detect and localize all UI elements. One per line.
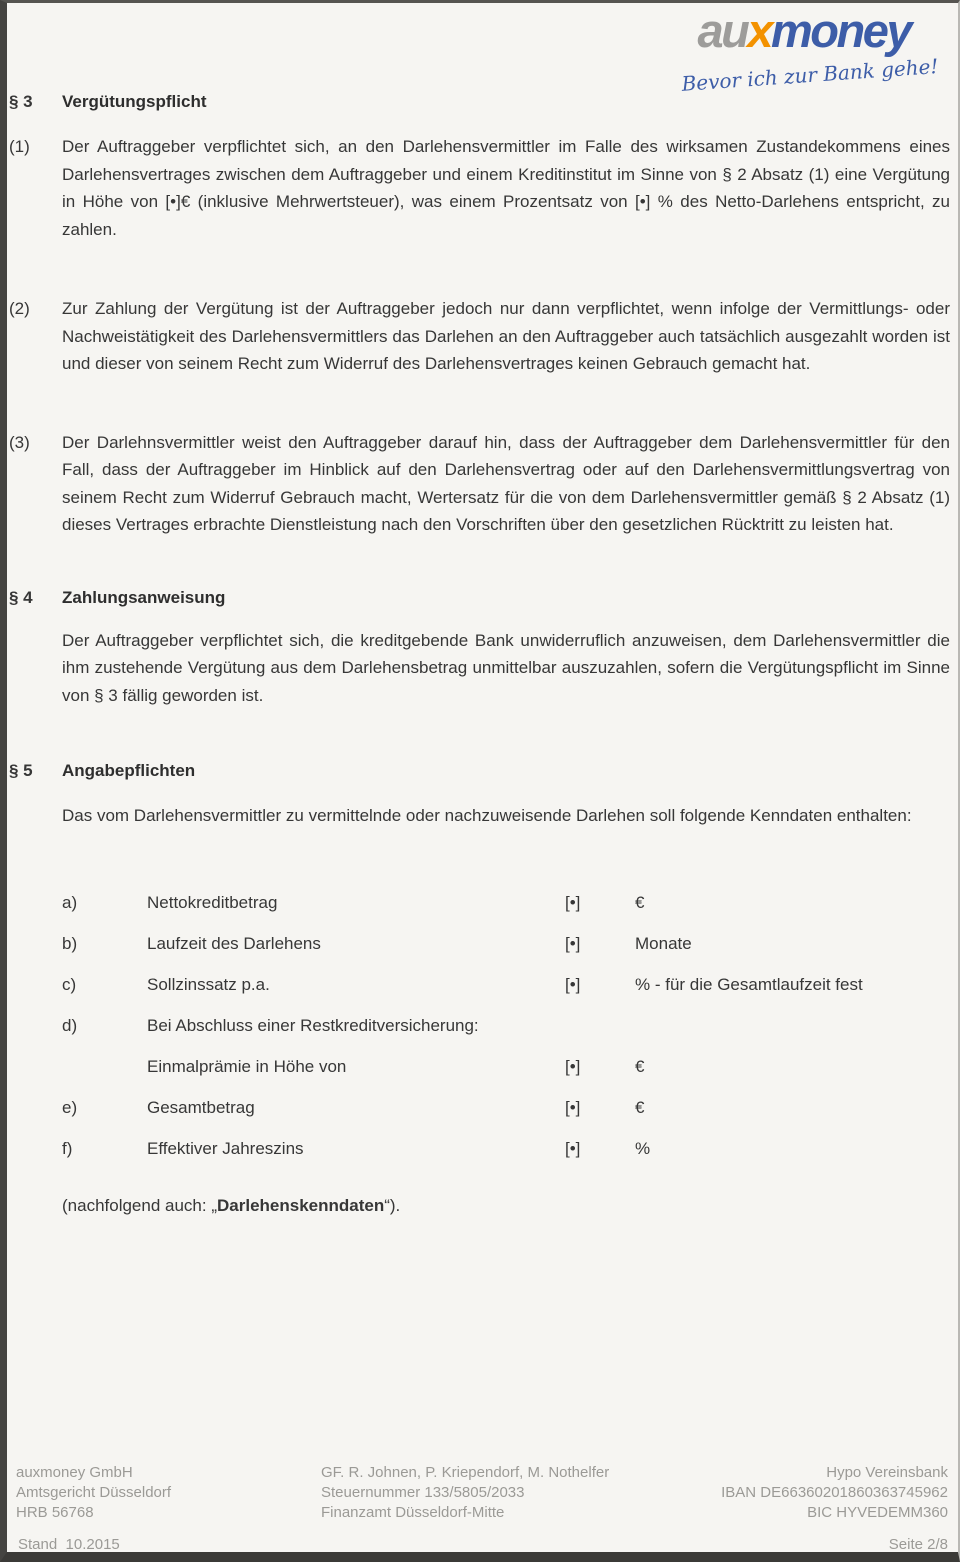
kenndaten-row-a bbox=[62, 893, 950, 920]
item-letter: a) bbox=[62, 892, 78, 912]
kenndaten-row-e bbox=[62, 1098, 950, 1125]
item-letter: d) bbox=[62, 1015, 78, 1035]
footer-court: Amtsgericht Düsseldorf bbox=[16, 1484, 172, 1501]
section-4-paragraph-text: Der Auftraggeber verpflichtet sich, die kreditgebende Bank unwiderruflich anzuweisen, dem Darlehensvermittler die ihm zustehende Vergütung aus dem Darlehensbetrag unmittelbar auszuzahlen, sofern die Vergütungspflicht im Sinne von § 3 fällig geworden ist. bbox=[62, 630, 950, 705]
footer-managers: GF. R. Johnen, P. Kriependorf, M. Nothelfer bbox=[321, 1464, 610, 1481]
kenndaten-row-b bbox=[62, 934, 950, 961]
paragraph-3-number: (3) bbox=[9, 432, 30, 452]
section-4-paragraph bbox=[9, 627, 950, 710]
item-letter: e) bbox=[62, 1097, 78, 1117]
item-letter: f) bbox=[62, 1138, 73, 1158]
kenndaten-row-c bbox=[62, 975, 950, 1002]
note-suffix: “). bbox=[384, 1195, 401, 1215]
paragraph-1-text: Der Auftraggeber verpflichtet sich, an den Darlehensvermittler im Falle des wirksamen Zustandekommens eines Darlehensvertrages zwischen dem Auftraggeber und einem Kreditinstitut im Sinne von § 2 Absatz (1) eine Vergütung in Höhe von [•]€ (inklusive Mehrwertsteuer), was einem Prozentsatz von [•] % des Netto-Darlehens entspricht, zu zahlen. bbox=[62, 137, 950, 239]
item-label: Laufzeit des Darlehens bbox=[147, 933, 321, 953]
footer-bic: BIC HYVEDEMM360 bbox=[807, 1504, 948, 1521]
logo-tagline: Bevor ich zur Bank gehe! bbox=[680, 54, 939, 96]
logo-part-x: x bbox=[747, 4, 771, 57]
note-prefix: (nachfolgend auch: „ bbox=[62, 1195, 217, 1215]
note-bold-term: Darlehenskenndaten bbox=[217, 1195, 385, 1215]
section-4-number: § 4 bbox=[9, 587, 33, 607]
item-placeholder: [•] bbox=[565, 1138, 581, 1158]
item-label: Gesamtbetrag bbox=[147, 1097, 255, 1117]
footer-company-name: auxmoney GmbH bbox=[16, 1464, 133, 1481]
paragraph-3-text: Der Darlehnsvermittler weist den Auftraggeber darauf hin, dass der Auftraggeber dem Darlehensvermittler für den Fall, dass der Auftraggeber im Hinblick auf den Darlehensvertrag oder auf den Darlehensvermittlungsvertrag von seinem Recht zum Widerruf Gebrauch macht, Wertersatz für die von dem Darlehensvermittler gemäß § 2 Absatz (1) dieses Vertrages erbrachte Dienstleistung nach den Vorschriften über den gesetzlichen Rücktritt zu leisten hat. bbox=[62, 432, 950, 534]
item-label: Einmalprämie in Höhe von bbox=[147, 1056, 347, 1076]
item-placeholder: [•] bbox=[565, 1097, 581, 1117]
section-3-paragraph-2 bbox=[9, 295, 950, 378]
section-5-intro bbox=[9, 802, 950, 830]
item-unit: % bbox=[635, 1138, 651, 1158]
item-label: Bei Abschluss einer Restkreditversicherung: bbox=[147, 1015, 479, 1035]
item-placeholder: [•] bbox=[565, 1056, 581, 1076]
paragraph-2-text: Zur Zahlung der Vergütung ist der Auftraggeber jedoch nur dann verpflichtet, wenn infolge der Vermittlungs- oder Nachweistätigkeit des Darlehensvermittlers das Darlehen an den Auftraggeber auch tatsächlich ausgezahlt worden ist und dieser von seinem Recht zum Widerruf des Darlehensvertrages keinen Gebrauch gemacht hat. bbox=[62, 299, 950, 373]
footer-management-column bbox=[321, 1463, 721, 1523]
section-5-title: Angabepflichten bbox=[62, 761, 196, 780]
page-number: Seite 2/8 bbox=[888, 1536, 948, 1553]
section-4-heading bbox=[9, 587, 950, 608]
kenndaten-row-f bbox=[62, 1139, 950, 1166]
footer-hrb: HRB 56768 bbox=[16, 1504, 94, 1521]
item-placeholder: [•] bbox=[565, 933, 581, 953]
paragraph-2-number: (2) bbox=[9, 299, 30, 318]
footer-bank-name: Hypo Vereinsbank bbox=[826, 1464, 948, 1481]
footer-company-column bbox=[16, 1463, 321, 1523]
item-unit: € bbox=[635, 1056, 645, 1076]
auxmoney-wordmark bbox=[681, 4, 910, 57]
auxmoney-logo bbox=[680, 4, 939, 96]
item-unit: % - für die Gesamtlaufzeit fest bbox=[635, 974, 863, 994]
section-3-paragraph-1 bbox=[9, 133, 950, 243]
item-placeholder: [•] bbox=[565, 892, 581, 912]
logo-part-money: money bbox=[771, 4, 910, 57]
section-3-number: § 3 bbox=[9, 92, 33, 111]
contract-body bbox=[7, 3, 958, 830]
logo-part-au: au bbox=[697, 4, 748, 57]
item-unit: € bbox=[635, 1097, 645, 1117]
item-label: Sollzinssatz p.a. bbox=[147, 974, 270, 994]
footer-bottom-row bbox=[18, 1536, 948, 1553]
section-5-number: § 5 bbox=[9, 761, 33, 780]
darlehenskenndaten-note bbox=[62, 1196, 950, 1216]
footer-iban: IBAN DE66360201860363745962 bbox=[721, 1484, 948, 1501]
item-label: Effektiver Jahreszins bbox=[147, 1138, 304, 1158]
footer-tax-office: Finanzamt Düsseldorf-Mitte bbox=[321, 1504, 505, 1521]
item-placeholder: [•] bbox=[565, 974, 581, 994]
kenndaten-row-d-sub bbox=[62, 1057, 950, 1084]
section-5-heading bbox=[9, 760, 950, 781]
item-letter: b) bbox=[62, 933, 78, 953]
section-3-title: Vergütungspflicht bbox=[62, 92, 207, 111]
item-letter: c) bbox=[62, 974, 77, 994]
page-footer bbox=[16, 1463, 948, 1523]
section-5-intro-text: Das vom Darlehensvermittler zu vermittelnde oder nachzuweisende Darlehen soll folgende Kenndaten enthalten: bbox=[62, 806, 912, 825]
section-4-title: Zahlungsanweisung bbox=[62, 587, 226, 607]
kenndaten-row-d bbox=[62, 1016, 950, 1043]
paragraph-1-number: (1) bbox=[9, 137, 30, 156]
section-3-paragraph-3 bbox=[9, 429, 950, 539]
kenndaten-list bbox=[62, 893, 950, 1166]
item-label: Nettokreditbetrag bbox=[147, 892, 278, 912]
item-unit: Monate bbox=[635, 933, 692, 953]
document-version: Stand 10.2015 bbox=[18, 1536, 120, 1553]
footer-bank-column bbox=[721, 1463, 948, 1523]
section-3-heading bbox=[9, 91, 950, 112]
item-unit: € bbox=[635, 892, 645, 912]
footer-tax-number: Steuernummer 133/5805/2033 bbox=[321, 1484, 525, 1501]
